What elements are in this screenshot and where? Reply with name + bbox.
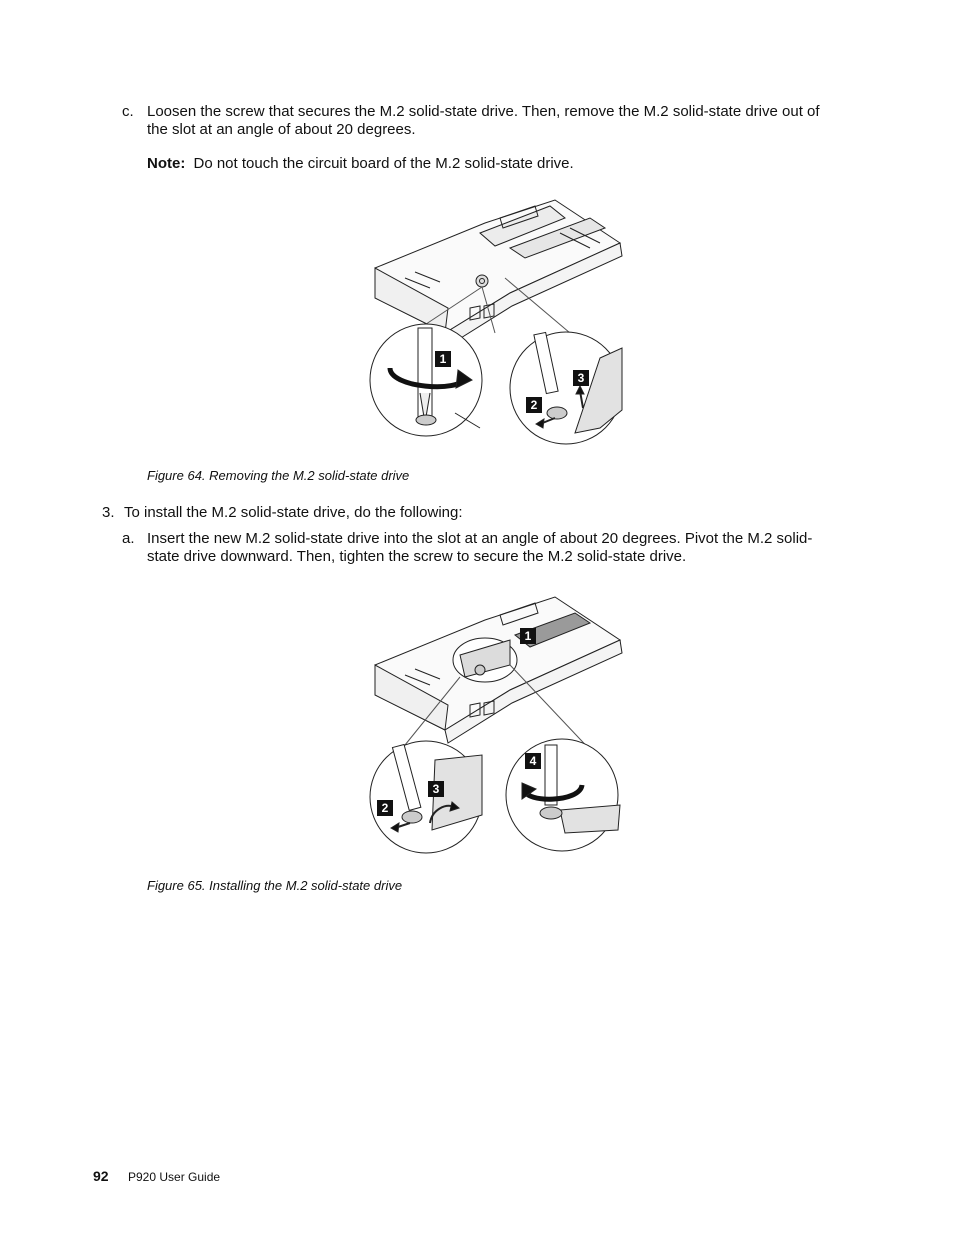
step-a-marker: a.: [122, 530, 135, 547]
callout-1-badge: 1: [435, 351, 451, 367]
note-label: Note:: [147, 155, 186, 172]
page-number: 92: [93, 1168, 109, 1184]
callout-3-badge: 3: [428, 781, 444, 797]
step-c-text: Loosen the screw that secures the M.2 solid-state drive. Then, remove the M.2 solid-state drive out of the slot at an angle of about 20 degrees.: [147, 103, 820, 138]
callout-2-badge: 2: [526, 397, 542, 413]
note: [147, 155, 837, 173]
document-title: P920 User Guide: [128, 1170, 221, 1184]
callout-4-badge: 4: [525, 753, 541, 769]
figure-64-illustration: [360, 188, 640, 453]
figure-64-caption: Figure 64. Removing the M.2 solid-state drive: [147, 468, 410, 483]
callout-3-badge: 3: [573, 370, 589, 386]
step-3-text: To install the M.2 solid-state drive, do the following:: [124, 504, 463, 521]
callout-2-badge: 2: [377, 800, 393, 816]
step-c-marker: c.: [122, 103, 134, 120]
note-text: Do not touch the circuit board of the M.2 solid-state drive.: [193, 155, 574, 172]
step-3-marker: 3.: [102, 504, 115, 521]
callout-1-badge: 1: [520, 628, 536, 644]
figure-65-illustration: [360, 585, 640, 855]
step-a-text: Insert the new M.2 solid-state drive into the slot at an angle of about 20 degrees. Pivot the M.2 solid-state drive downward. Then, tighten the screw to secure the M.2 solid-state drive.: [147, 530, 813, 565]
figure-65-caption: Figure 65. Installing the M.2 solid-state drive: [147, 878, 403, 893]
